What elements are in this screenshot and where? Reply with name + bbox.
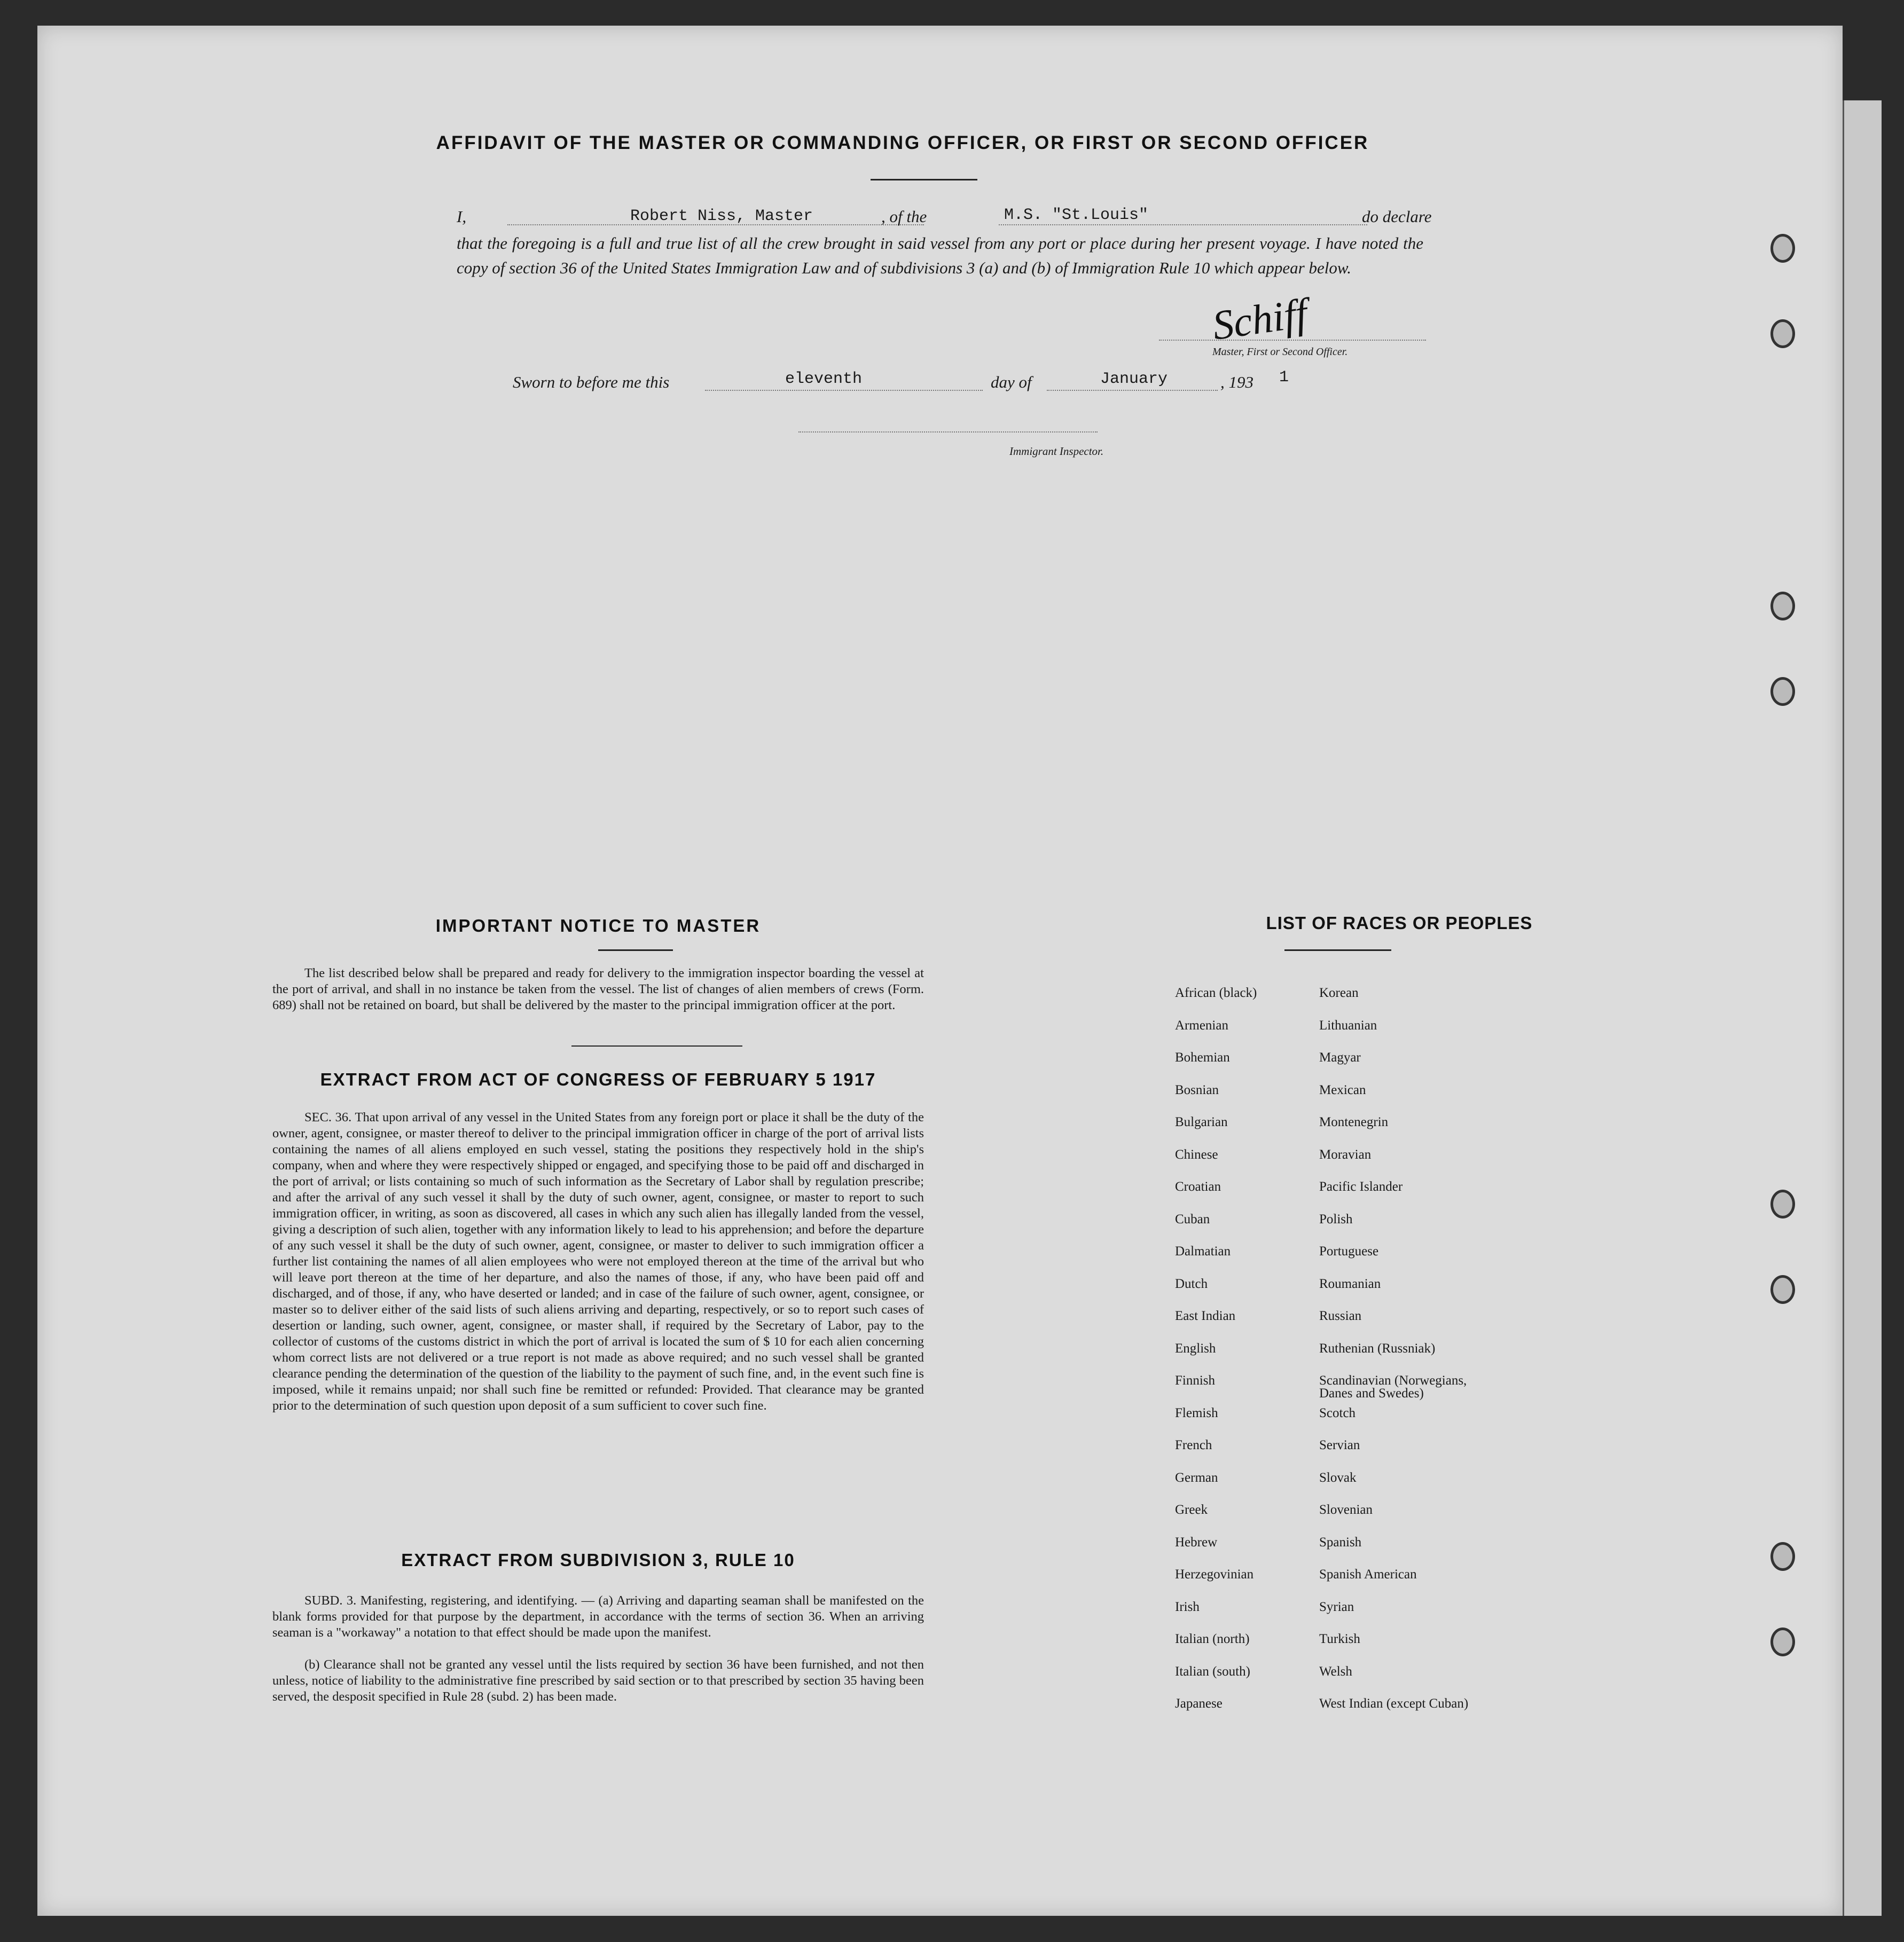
race-item: Irish (1175, 1599, 1200, 1614)
master-name-value: Robert Niss, Master (630, 207, 813, 225)
races-rule (1284, 949, 1391, 951)
day-of-label: day of (991, 373, 1032, 391)
race-item: East Indian (1175, 1309, 1236, 1323)
race-item: Ruthenian (Russniak) (1319, 1341, 1436, 1356)
race-item: Spanish American (1319, 1567, 1417, 1582)
rule-title: EXTRACT FROM SUBDIVISION 3, RULE 10 (401, 1550, 795, 1570)
vessel-name-value: M.S. "St.Louis" (1004, 206, 1149, 224)
race-item: Slovenian (1319, 1503, 1373, 1517)
race-item: Mexican (1319, 1082, 1366, 1097)
race-item: Servian (1319, 1438, 1360, 1452)
month-line (1047, 390, 1218, 391)
race-item: Syrian (1319, 1599, 1354, 1614)
punch-hole (1770, 319, 1795, 348)
of-the-label: , of the (881, 207, 927, 226)
affidavit-title: AFFIDAVIT OF THE MASTER OR COMMANDING OFFICER, OR FIRST OR SECOND OFFICER (436, 132, 1369, 153)
race-item: Italian (north) (1175, 1632, 1250, 1646)
race-item: Dalmatian (1175, 1244, 1231, 1259)
race-item: Welsh (1319, 1664, 1352, 1679)
year-prefix: , 193 (1220, 373, 1253, 391)
race-item: Bohemian (1175, 1050, 1230, 1065)
race-item: Pacific Islander (1319, 1180, 1403, 1194)
race-item: Hebrew (1175, 1535, 1218, 1550)
day-value: eleventh (785, 370, 863, 388)
sworn-label: Sworn to before me this (513, 373, 670, 391)
race-item: Italian (south) (1175, 1664, 1250, 1679)
punch-hole (1770, 677, 1795, 706)
race-item: Lithuanian (1319, 1018, 1377, 1033)
punch-hole (1770, 1190, 1795, 1218)
month-value: January (1100, 370, 1168, 388)
rule-para-b: (b) Clearance shall not be granted any vessel until the lists required by section 36 have been furnished, and not then unless, notice of liability to the administrative fine prescribed by said section or to that prescribed by section 35 having been served, the desposit specified in Rule 28 (subd. 2) has been made. (272, 1657, 924, 1704)
notice-text: The list described below shall be prepared and ready for delivery to the immigration inspector boarding the vessel at the port of arrival, and shall in no instance be taken from the vessel. The list of changes of alien members of crews (Form. 689) shall not be retained on board, but shall be delivered by the master to the principal immigration officer at the port. (272, 966, 924, 1012)
act-title: EXTRACT FROM ACT OF CONGRESS OF FEBRUARY 5 1917 (320, 1070, 876, 1089)
notice-divider (571, 1045, 742, 1047)
races-column-2 (1319, 987, 1576, 1730)
race-item: Scandinavian (Norwegians, Danes and Swedes) (1319, 1373, 1467, 1401)
race-item: Chinese (1175, 1147, 1218, 1162)
race-item: Bulgarian (1175, 1115, 1228, 1129)
race-item: Herzegovinian (1175, 1567, 1254, 1582)
inspector-caption: Immigrant Inspector. (1009, 445, 1104, 458)
race-item: Armenian (1175, 1018, 1228, 1033)
race-item: Russian (1319, 1309, 1362, 1323)
i-label: I, (457, 207, 467, 226)
race-item: English (1175, 1341, 1216, 1356)
race-item: Spanish (1319, 1535, 1362, 1550)
punch-hole (1770, 1627, 1795, 1656)
race-item: West Indian (except Cuban) (1319, 1696, 1469, 1711)
title-rule (871, 179, 977, 180)
day-line (705, 390, 983, 391)
year-digit: 1 (1279, 368, 1289, 387)
race-item: Japanese (1175, 1696, 1223, 1711)
race-item: African (black) (1175, 986, 1257, 1000)
race-item: Dutch (1175, 1276, 1208, 1291)
race-item: Roumanian (1319, 1276, 1381, 1291)
punch-hole (1770, 234, 1795, 263)
affidavit-body: that the foregoing is a full and true list of all the crew brought in said vessel from any port or place during her present voyage. I have noted the copy of section 36 of the United States Immigration Law and of subdivisions 3 (a) and (b) of Immigration Rule 10 which appear below. (457, 234, 1423, 277)
race-item: Flemish (1175, 1405, 1218, 1420)
act-text: SEC. 36. That upon arrival of any vessel in the United States from any foreign port or place it shall be the duty of the owner, agent, consignee, or master thereof to deliver to the principal immigration officer in charge of the port of arrival lists containing the names of all aliens employed en such vessel, stating the positions they respectively hold in the ship's company, when and where they were respectively shipped or engaged, and specifying those to be paid off and discharged in the port of arrival; or lists containing so much of such information as the Secretary of Labor shall by regulation prescribe; and after the arrival of any such vessel it shall by the duty of such owner, agent, consignee, or master to report to such immigration officer, in writing, as soon as discovered, all cases in which any such alien has illegally landed from the vessel, giving a description of such alien, together with any information likely to lead to his apprehension; and before the departure of any such vessel it shall be the duty of such owner, agent, consignee, or master to deliver to such immigration officer a further list containing the names of all alien employees who were not employed thereon at the time of the arrival but who will leave port thereon at the time of her departure, and also the names of those, if any, who have been paid off and discharged, and of those, if any, who have deserted or landed; and in case of the failure of such owner, agent, consignee, or master so to deliver either of the said lists of such aliens arriving and departing, respectively, or so to report such cases of desertion or landing, such owner, agent, consignee, or master shall, if required by the Secretary of Labor, pay to the collector of customs of the customs district in which the port of arrival is located the sum of $ 10 for each alien concerning whom correct lists are not delivered or a true report is not made as above required; and no such vessel shall be granted clearance pending the determination of the question of the liability to the payment of such fine, and, in the event such fine is imposed, while it remains unpaid; nor shall such fine be remitted or refunded: Provided. That clearance may be granted prior to the determination of such question upon deposit of a sum sufficient to cover such fine. (272, 1110, 924, 1413)
race-item: Scotch (1319, 1405, 1356, 1420)
races-column-1 (1175, 987, 1314, 1730)
master-signature: Schiff (1209, 289, 1310, 349)
vessel-line (999, 224, 1367, 225)
underlying-page-edge (1843, 100, 1882, 1916)
inspector-line (798, 431, 1098, 433)
race-item: German (1175, 1470, 1218, 1485)
race-item: Moravian (1319, 1147, 1372, 1162)
race-item: Korean (1319, 986, 1359, 1000)
races-title: LIST OF RACES OR PEOPLES (1266, 913, 1533, 933)
notice-title: IMPORTANT NOTICE TO MASTER (435, 916, 761, 935)
notice-rule (598, 949, 673, 951)
signature-caption: Master, First or Second Officer. (1212, 346, 1348, 358)
signature-line (1159, 340, 1426, 341)
race-item: Finnish (1175, 1373, 1216, 1388)
rule-para-a: SUBD. 3. Manifesting, registering, and identifying. — (a) Arriving and daparting seaman shall be manifested on the blank forms provided for that purpose by the department, in accordance with the terms of section 36. When an arriving seaman is a "workaway" a notation to that effect should be made upon the manifest. (272, 1593, 924, 1640)
race-item: Croatian (1175, 1180, 1221, 1194)
do-declare-label: do declare (1362, 207, 1432, 226)
race-item: Portuguese (1319, 1244, 1379, 1259)
race-item: Bosnian (1175, 1082, 1219, 1097)
punch-hole (1770, 592, 1795, 620)
race-item: Montenegrin (1319, 1115, 1389, 1129)
race-item: Turkish (1319, 1632, 1360, 1646)
race-item: Greek (1175, 1503, 1208, 1517)
race-item: Polish (1319, 1212, 1353, 1226)
race-item: Cuban (1175, 1212, 1210, 1226)
document-page (37, 26, 1843, 1916)
race-item: Slovak (1319, 1470, 1357, 1485)
punch-hole (1770, 1542, 1795, 1571)
race-item: Magyar (1319, 1050, 1361, 1065)
punch-hole (1770, 1275, 1795, 1304)
race-item: French (1175, 1438, 1212, 1452)
